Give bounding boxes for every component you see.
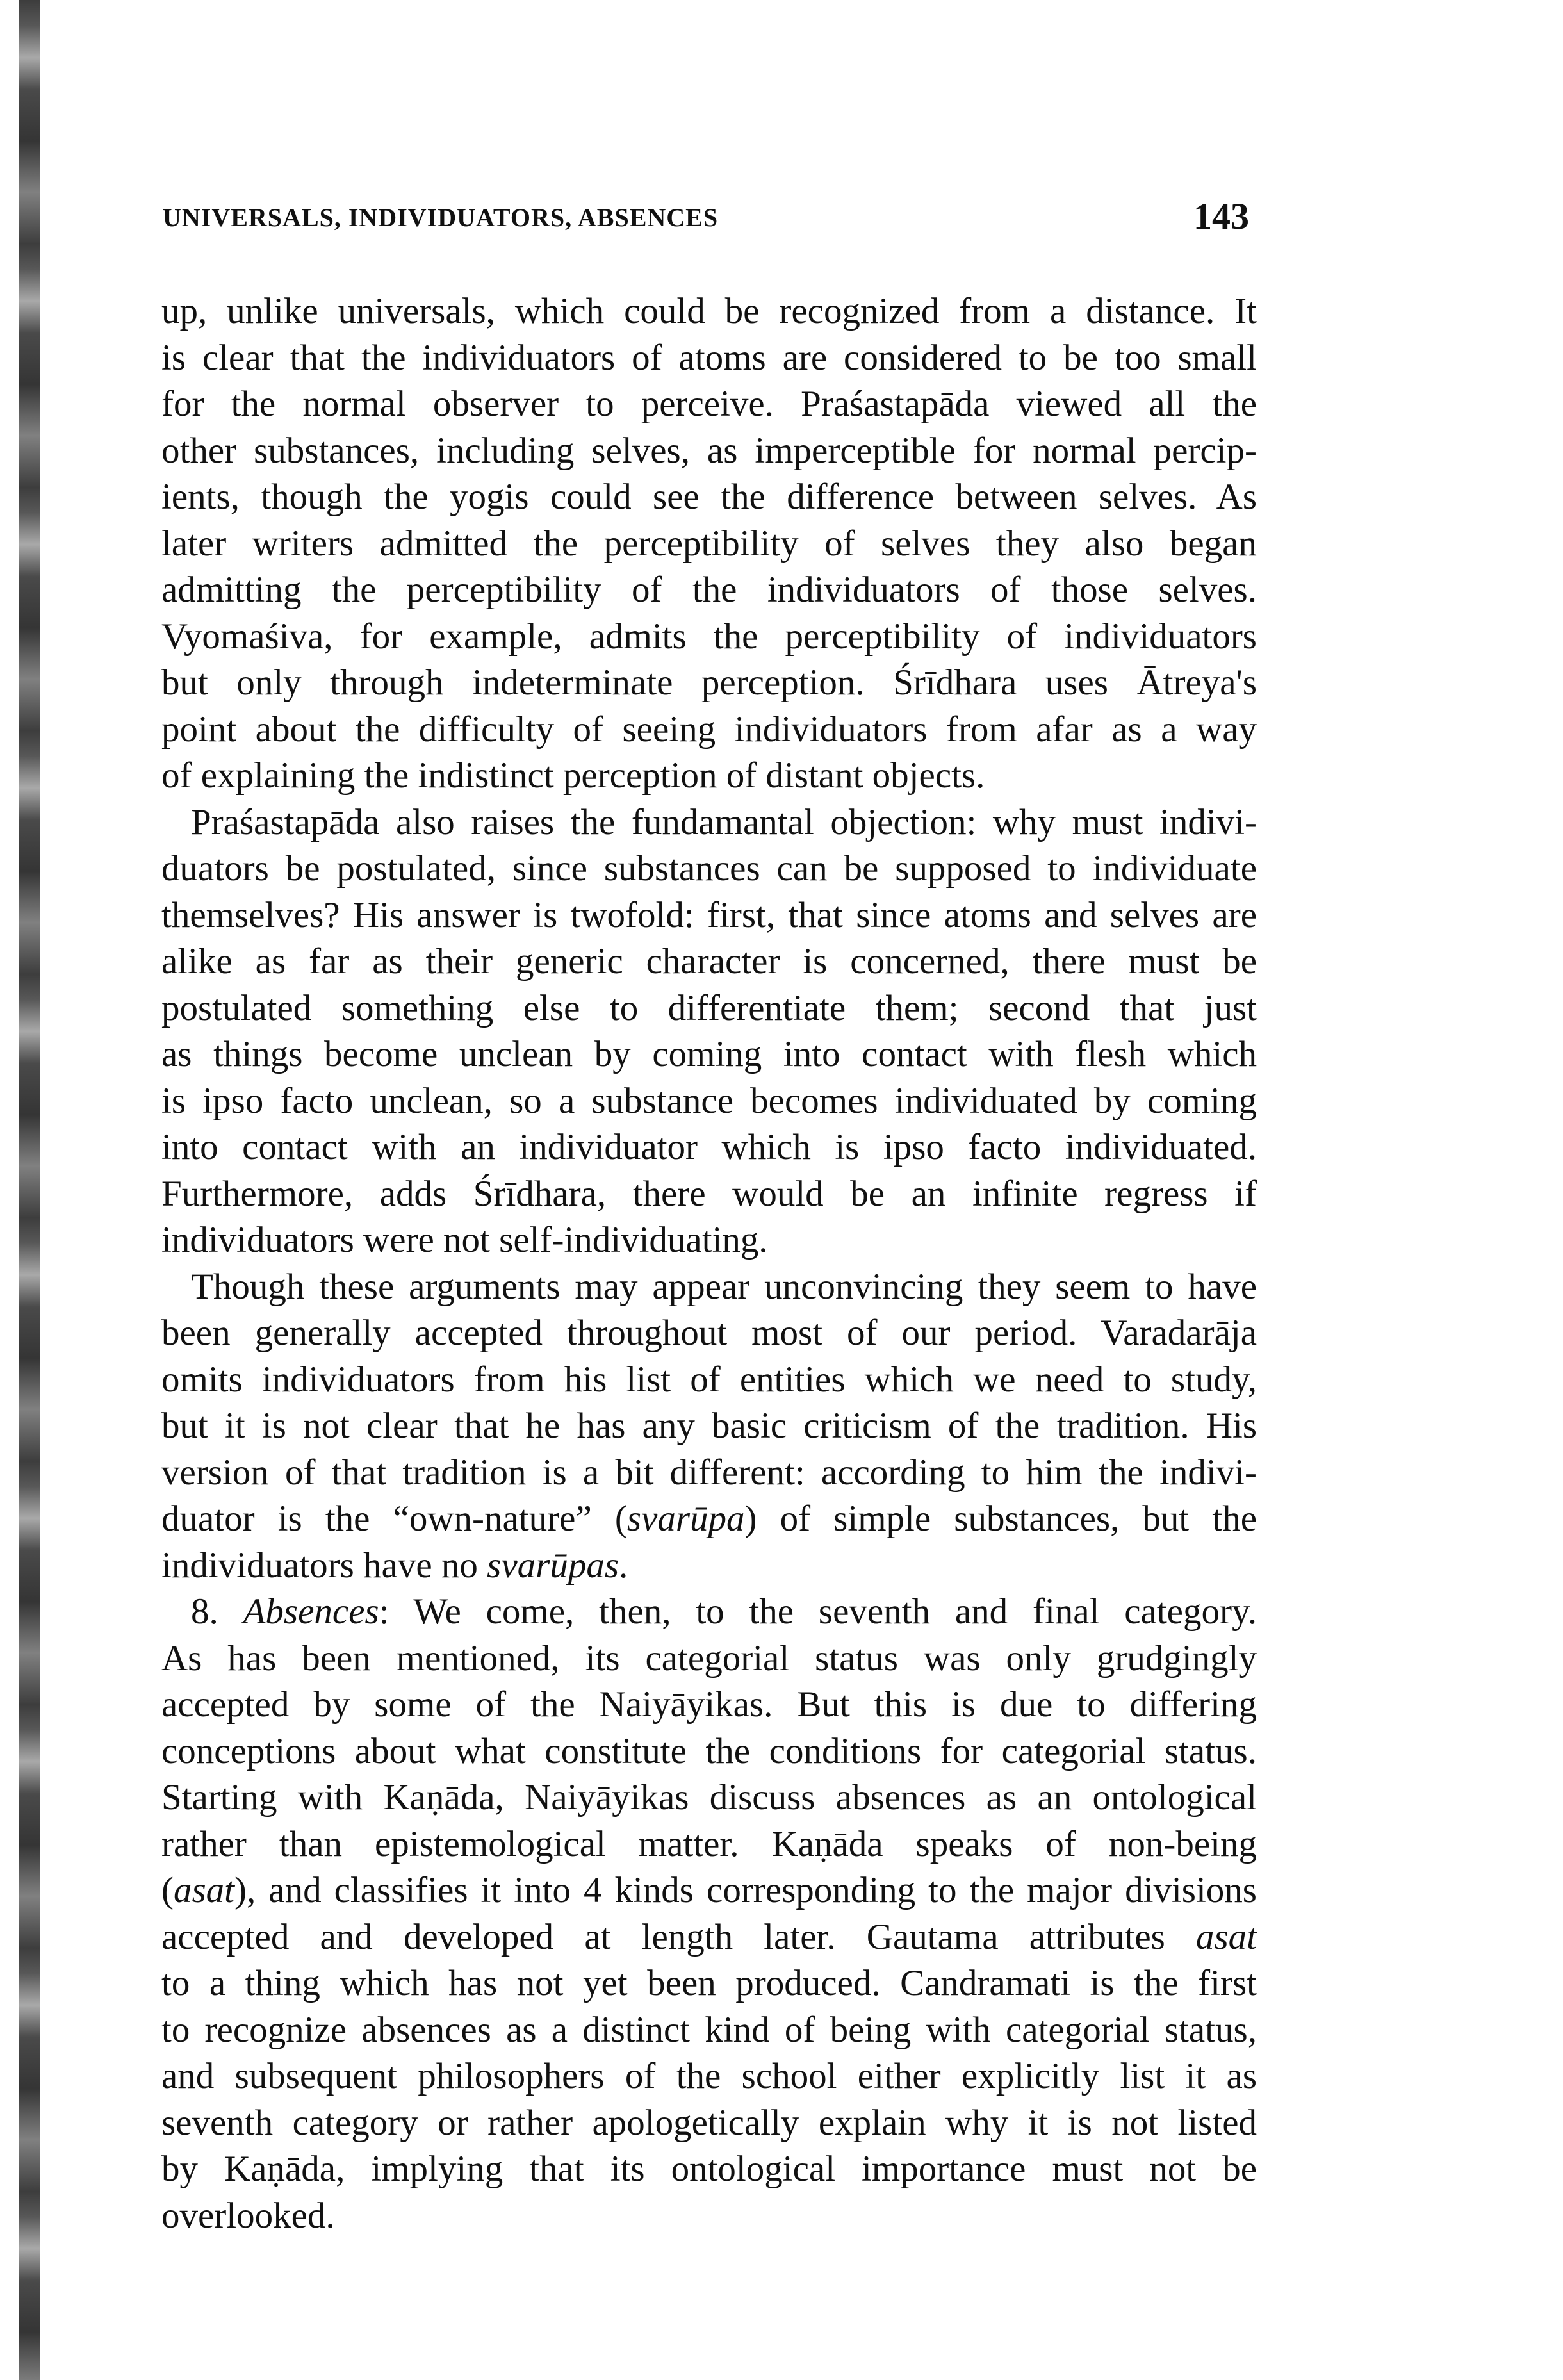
text-line: (asat), and classifies it into 4 kinds corresponding to the major divisions	[161, 1870, 1257, 1910]
text-line: but it is not clear that he has any basic criticism of the tradition. His	[161, 1406, 1257, 1446]
paragraph	[161, 800, 1257, 1264]
text-line: point about the difficulty of seeing individuators from afar as a way	[161, 709, 1257, 750]
text-line: by Kaṇāda, implying that its ontological importance must not be	[161, 2149, 1257, 2189]
italic-term: svarūpas	[487, 1545, 619, 1586]
text-line: rather than epistemological matter. Kaṇāda speaks of non-being	[161, 1823, 1257, 1864]
page-number: 143	[1193, 195, 1249, 237]
text-line: conceptions about what constitute the conditions for categorial status.	[161, 1730, 1257, 1771]
text-line: but only through indeterminate perception. Śrīdhara uses Ātreya's	[161, 662, 1257, 703]
text-line: to recognize absences as a distinct kind of being with categorial status,	[161, 2009, 1257, 2050]
text-line: Starting with Kaṇāda, Naiyāyikas discuss absences as an ontological	[161, 1777, 1257, 1818]
text-line: 8. Absences: We come, then, to the seventh and final category.	[191, 1591, 1257, 1632]
italic-term: asat	[173, 1870, 235, 1910]
text-line: of explaining the indistinct perception of distant objects.	[161, 755, 985, 796]
italic-term: Absences	[243, 1591, 379, 1632]
text-line: themselves? His answer is twofold: first, that since atoms and selves are	[161, 894, 1257, 935]
text-line: is ipso facto unclean, so a substance becomes individuated by coming	[161, 1080, 1257, 1121]
text-line: duators be postulated, since substances can be supposed to individuate	[161, 848, 1257, 889]
text-line: other substances, including selves, as imperceptible for normal percip-	[161, 430, 1257, 471]
text-line: individuators have no svarūpas.	[161, 1545, 628, 1586]
italic-term: asat	[1195, 1916, 1257, 1957]
text-line: is clear that the individuators of atoms are considered to be too small	[161, 337, 1257, 378]
text-line: overlooked.	[161, 2195, 335, 2236]
text-line: into contact with an individuator which is ipso facto individuated.	[161, 1127, 1257, 1167]
running-head	[161, 192, 1257, 243]
running-head-title: UNIVERSALS, INDIVIDUATORS, ABSENCES	[163, 203, 719, 232]
text-line: and subsequent philosophers of the school either explicitly list it as	[161, 2056, 1257, 2096]
text-line: up, unlike universals, which could be recognized from a distance. It	[161, 291, 1257, 331]
text-line: for the normal observer to perceive. Praśastapāda viewed all the	[161, 384, 1257, 424]
text-line: accepted by some of the Naiyāyikas. But this is due to differing	[161, 1684, 1257, 1725]
text-line: ients, though the yogis could see the difference between selves. As	[161, 477, 1257, 517]
italic-term: svarūpa	[626, 1498, 745, 1539]
text-line: individuators were not self-individuating.	[161, 1220, 768, 1260]
text-line: postulated something else to differentiate them; second that just	[161, 987, 1257, 1028]
text-line: omits individuators from his list of entities which we need to study,	[161, 1359, 1257, 1400]
scan-binding-shadow	[19, 0, 40, 2380]
text-line: As has been mentioned, its categorial status was only grudgingly	[161, 1637, 1257, 1678]
paragraph	[161, 1589, 1257, 2239]
text-line: seventh category or rather apologetically explain why it is not listed	[161, 2102, 1257, 2143]
text-line: to a thing which has not yet been produced. Candramati is the first	[161, 1963, 1257, 2003]
text-line: Furthermore, adds Śrīdhara, there would be an infinite regress if	[161, 1173, 1257, 1214]
text-line: admitting the perceptibility of the individuators of those selves.	[161, 570, 1257, 610]
text-line: version of that tradition is a bit different: according to him the indivi-	[161, 1452, 1257, 1493]
text-line: Vyomaśiva, for example, admits the perceptibility of individuators	[161, 616, 1257, 657]
text-line: alike as far as their generic character is concerned, there must be	[161, 941, 1257, 981]
text-line: as things become unclean by coming into contact with flesh which	[161, 1034, 1257, 1074]
text-line: later writers admitted the perceptibility of selves they also began	[161, 523, 1257, 564]
text-line: Praśastapāda also raises the fundamantal objection: why must indivi-	[191, 801, 1257, 842]
text-line: Though these arguments may appear unconvincing they seem to have	[191, 1266, 1257, 1307]
text-line: duator is the “own-nature” (svarūpa) of simple substances, but the	[161, 1498, 1257, 1539]
paragraph	[161, 288, 1257, 800]
book-page	[161, 192, 1257, 2239]
text-line: been generally accepted throughout most of our period. Varadarāja	[161, 1313, 1257, 1353]
body-text	[161, 288, 1257, 2239]
paragraph	[161, 1264, 1257, 1589]
text-line: accepted and developed at length later. Gautama attributes asat	[161, 1916, 1257, 1957]
